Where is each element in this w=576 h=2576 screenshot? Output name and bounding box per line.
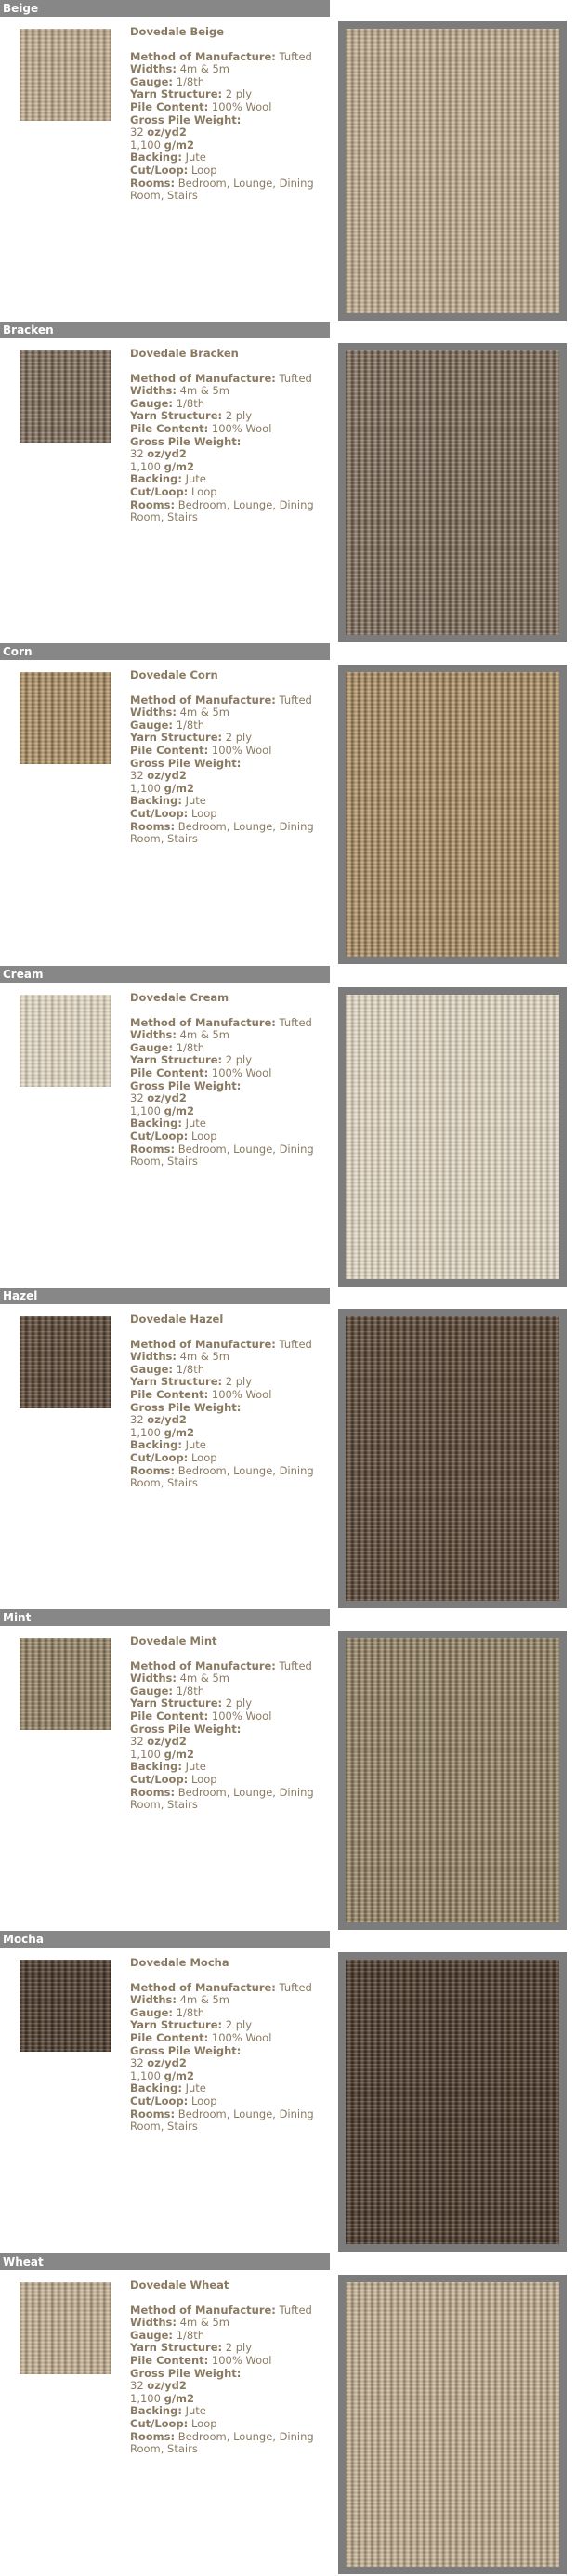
spec-gauge: Gauge: 1/8th [130,1362,204,1376]
product-title: Dovedale Bracken [130,347,239,360]
colour-section-wheat [0,2253,576,2575]
colour-name-bar [0,1609,330,1626]
product-title: Dovedale Mocha [130,1956,229,1969]
spec-rooms: Rooms: Bedroom, Lounge, Dining Room, Stairs [130,2107,314,2133]
product-info [130,669,330,846]
spec-weight-label: Gross Pile Weight: [130,756,242,770]
carpet-swatch-image[interactable] [346,1960,559,2244]
spec-pile: Pile Content: 100% Wool [130,2353,272,2367]
carpet-swatch-image[interactable] [346,995,559,1279]
spec-gauge: Gauge: 1/8th [130,1684,204,1698]
carpet-swatch-image[interactable] [346,672,559,957]
colour-name: Beige [3,2,39,15]
spec-rooms: Rooms: Bedroom, Lounge, Dining Room, Stairs [130,1785,314,1812]
spec-yarn: Yarn Structure: 2 ply [130,2018,253,2032]
colour-name: Hazel [3,1289,38,1302]
spec-widths: Widths: 4m & 5m [130,706,229,720]
carpet-thumbnail[interactable] [20,2282,111,2374]
large-swatch-frame [338,2275,567,2574]
product-title: Dovedale Cream [130,991,229,1004]
spec-widths: Widths: 4m & 5m [130,1993,229,2007]
spec-weight-label: Gross Pile Weight: [130,434,242,448]
colour-section-cream [0,966,576,1288]
product-info [130,992,330,1169]
colour-name-bar [0,2253,330,2270]
spec-gauge: Gauge: 1/8th [130,396,204,410]
large-swatch-frame [338,1309,567,1608]
spec-cutloop: Cut/Loop: Loop [130,484,217,498]
spec-gauge: Gauge: 1/8th [130,2005,204,2019]
spec-gauge: Gauge: 1/8th [130,2328,204,2342]
spec-backing: Backing: Jute [130,794,206,808]
spec-backing: Backing: Jute [130,472,206,486]
spec-yarn: Yarn Structure: 2 ply [130,1375,253,1389]
spec-weight-oz: 32 oz/yd2 [130,1091,187,1105]
spec-weight-oz: 32 oz/yd2 [130,447,187,461]
spec-gauge: Gauge: 1/8th [130,74,204,88]
spec-weight-g: 1,100 g/m2 [130,459,195,473]
spec-weight-oz: 32 oz/yd2 [130,2056,187,2070]
spec-gauge: Gauge: 1/8th [130,718,204,732]
spec-backing: Backing: Jute [130,2404,206,2418]
spec-weight-label: Gross Pile Weight: [130,1078,242,1092]
spec-weight-g: 1,100 g/m2 [130,1103,195,1117]
spec-pile: Pile Content: 100% Wool [130,1387,272,1401]
product-title: Dovedale Beige [130,25,225,38]
spec-weight-label: Gross Pile Weight: [130,112,242,126]
spec-widths: Widths: 4m & 5m [130,1671,229,1685]
spec-weight-label: Gross Pile Weight: [130,1400,242,1414]
spec-weight-oz: 32 oz/yd2 [130,769,187,783]
spec-yarn: Yarn Structure: 2 ply [130,2341,253,2355]
spec-rooms: Rooms: Bedroom, Lounge, Dining Room, Stairs [130,1463,314,1490]
colour-name: Mocha [3,1933,44,1946]
colour-section-beige [0,0,576,322]
spec-method: Method of Manufacture: Tufted [130,1337,312,1351]
spec-widths: Widths: 4m & 5m [130,2316,229,2330]
spec-cutloop: Cut/Loop: Loop [130,1129,217,1143]
spec-backing: Backing: Jute [130,1116,206,1130]
spec-backing: Backing: Jute [130,1438,206,1452]
spec-widths: Widths: 4m & 5m [130,1350,229,1364]
spec-weight-label: Gross Pile Weight: [130,2043,242,2057]
spec-weight-oz: 32 oz/yd2 [130,1413,187,1427]
colour-section-mocha [0,1931,576,2252]
spec-pile: Pile Content: 100% Wool [130,2030,272,2044]
carpet-thumbnail[interactable] [20,29,111,121]
carpet-swatch-image[interactable] [346,29,559,313]
colour-name: Corn [3,645,33,658]
spec-method: Method of Manufacture: Tufted [130,49,312,63]
colour-name: Cream [3,968,44,981]
spec-cutloop: Cut/Loop: Loop [130,163,217,177]
spec-weight-oz: 32 oz/yd2 [130,125,187,139]
spec-yarn: Yarn Structure: 2 ply [130,87,253,101]
colour-name-bar [0,322,330,338]
spec-weight-g: 1,100 g/m2 [130,781,195,795]
product-info [130,1957,330,2133]
spec-rooms: Rooms: Bedroom, Lounge, Dining Room, Stairs [130,1142,314,1169]
spec-yarn: Yarn Structure: 2 ply [130,731,253,745]
product-info [130,26,330,203]
colour-name-bar [0,966,330,983]
product-info [130,348,330,524]
spec-weight-g: 1,100 g/m2 [130,2391,195,2405]
spec-gauge: Gauge: 1/8th [130,1040,204,1054]
carpet-thumbnail[interactable] [20,995,111,1087]
product-title: Dovedale Wheat [130,2279,229,2292]
carpet-thumbnail[interactable] [20,1316,111,1408]
spec-backing: Backing: Jute [130,151,206,165]
spec-pile: Pile Content: 100% Wool [130,99,272,113]
large-swatch-frame [338,343,567,642]
spec-weight-label: Gross Pile Weight: [130,1722,242,1736]
large-swatch-frame [338,665,567,964]
spec-backing: Backing: Jute [130,1760,206,1774]
spec-rooms: Rooms: Bedroom, Lounge, Dining Room, Stairs [130,497,314,524]
spec-yarn: Yarn Structure: 2 ply [130,1053,253,1067]
spec-yarn: Yarn Structure: 2 ply [130,1697,253,1711]
carpet-thumbnail[interactable] [20,1638,111,1730]
spec-weight-g: 1,100 g/m2 [130,138,195,152]
product-title: Dovedale Mint [130,1634,217,1647]
carpet-swatch-image[interactable] [346,2282,559,2567]
spec-pile: Pile Content: 100% Wool [130,421,272,435]
large-swatch-frame [338,1952,567,2252]
spec-weight-oz: 32 oz/yd2 [130,2379,187,2393]
carpet-swatch-image[interactable] [346,350,559,635]
carpet-swatch-image[interactable] [346,1638,559,1922]
spec-pile: Pile Content: 100% Wool [130,1709,272,1723]
spec-method: Method of Manufacture: Tufted [130,1015,312,1029]
product-info [130,2279,330,2456]
colour-name: Mint [3,1611,32,1624]
spec-rooms: Rooms: Bedroom, Lounge, Dining Room, Stairs [130,819,314,846]
spec-weight-oz: 32 oz/yd2 [130,1735,187,1749]
spec-method: Method of Manufacture: Tufted [130,693,312,707]
colour-section-hazel [0,1288,576,1609]
spec-cutloop: Cut/Loop: Loop [130,2416,217,2430]
colour-section-bracken [0,322,576,643]
spec-weight-g: 1,100 g/m2 [130,1425,195,1439]
colour-name-bar [0,1931,330,1948]
spec-pile: Pile Content: 100% Wool [130,1065,272,1079]
spec-method: Method of Manufacture: Tufted [130,371,312,385]
colour-name: Bracken [3,324,54,337]
carpet-thumbnail[interactable] [20,350,111,443]
product-info [130,1314,330,1490]
colour-section-corn [0,643,576,965]
product-title: Dovedale Corn [130,668,218,681]
spec-cutloop: Cut/Loop: Loop [130,2094,217,2107]
spec-yarn: Yarn Structure: 2 ply [130,409,253,423]
spec-cutloop: Cut/Loop: Loop [130,1772,217,1786]
spec-weight-g: 1,100 g/m2 [130,1747,195,1761]
large-swatch-frame [338,987,567,1287]
spec-pile: Pile Content: 100% Wool [130,743,272,757]
product-title: Dovedale Hazel [130,1313,224,1326]
spec-rooms: Rooms: Bedroom, Lounge, Dining Room, Stairs [130,176,314,203]
colour-name-bar [0,0,330,17]
product-info [130,1635,330,1812]
colour-name-bar [0,643,330,660]
spec-widths: Widths: 4m & 5m [130,1028,229,1042]
spec-cutloop: Cut/Loop: Loop [130,806,217,820]
carpet-thumbnail[interactable] [20,1960,111,2052]
spec-widths: Widths: 4m & 5m [130,62,229,76]
carpet-swatch-image[interactable] [346,1316,559,1601]
spec-cutloop: Cut/Loop: Loop [130,1450,217,1464]
spec-weight-g: 1,100 g/m2 [130,2068,195,2082]
large-swatch-frame [338,1631,567,1930]
spec-weight-label: Gross Pile Weight: [130,2366,242,2380]
spec-method: Method of Manufacture: Tufted [130,1658,312,1672]
spec-rooms: Rooms: Bedroom, Lounge, Dining Room, Stairs [130,2429,314,2456]
colour-section-mint [0,1609,576,1931]
spec-backing: Backing: Jute [130,2081,206,2095]
spec-method: Method of Manufacture: Tufted [130,2303,312,2317]
carpet-thumbnail[interactable] [20,672,111,764]
spec-method: Method of Manufacture: Tufted [130,1980,312,1994]
spec-widths: Widths: 4m & 5m [130,384,229,398]
large-swatch-frame [338,21,567,321]
colour-name: Wheat [3,2255,44,2268]
colour-name-bar [0,1288,330,1304]
